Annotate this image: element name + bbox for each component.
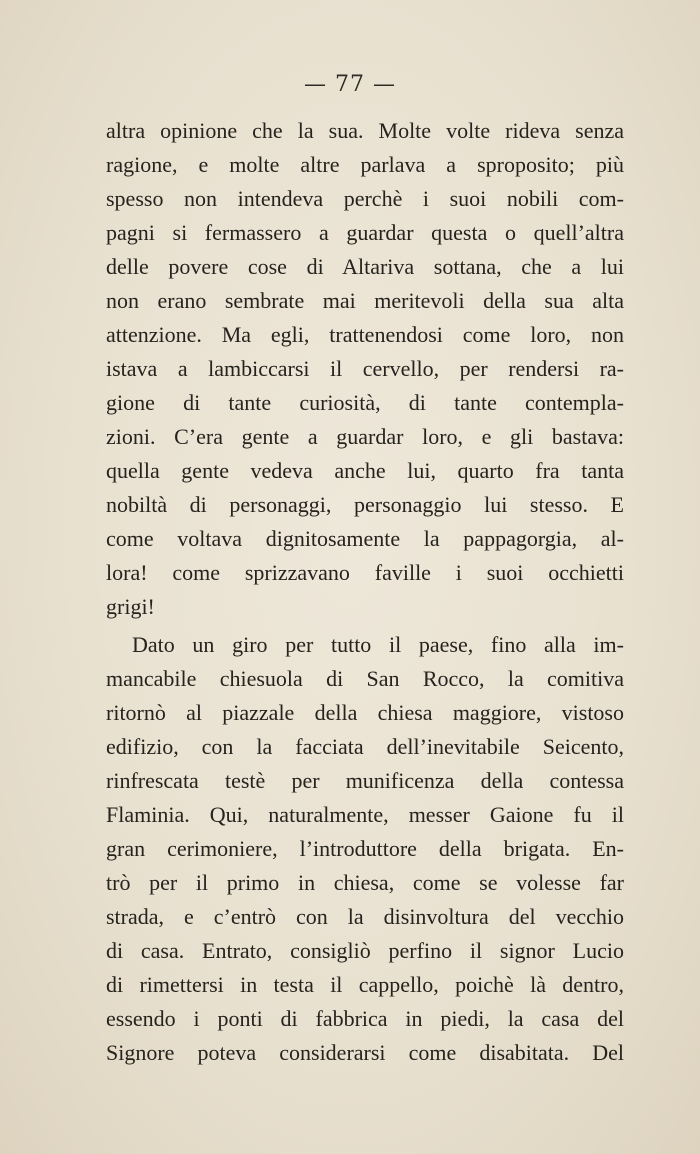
text-line: quella gente vedeva anche lui, quarto fra tanta [106, 458, 624, 483]
text-line: zioni. C’era gente a guardar loro, e gli bastava: [106, 424, 624, 449]
text-line: ragione, e molte altre parlava a sproposito; più [106, 152, 624, 177]
text-line: spesso non intendeva perchè i suoi nobili com- [106, 186, 624, 211]
text-line: mancabile chiesuola di San Rocco, la comitiva [106, 666, 624, 691]
text-line: altra opinione che la sua. Molte volte rideva senza [106, 118, 624, 143]
page-number: — 77 — [304, 72, 396, 97]
text-line: lora! come sprizzavano faville i suoi occhietti [106, 560, 624, 585]
paragraph-2 [106, 628, 624, 1070]
text-line: gran cerimoniere, l’introduttore della brigata. En- [106, 836, 624, 861]
text-line: trò per il primo in chiesa, come se volesse far [106, 870, 624, 895]
text-line: pagni si fermassero a guardar questa o quell’altra [106, 220, 624, 245]
text-line: Signore poteva considerarsi come disabitata. Del [106, 1040, 624, 1065]
text-line: edifizio, con la facciata dell’inevitabile Seicento, [106, 734, 624, 759]
paragraph-1 [106, 114, 624, 624]
text-line: strada, e c’entrò con la disinvoltura del vecchio [106, 904, 624, 929]
text-line: attenzione. Ma egli, trattenendosi come loro, non [106, 322, 624, 347]
text-line: essendo i ponti di fabbrica in piedi, la casa del [106, 1006, 624, 1031]
text-line: grigi! [106, 594, 155, 619]
text-line: gione di tante curiosità, di tante contempla- [106, 390, 624, 415]
text-line: ritornò al piazzale della chiesa maggiore, vistoso [106, 700, 624, 725]
text-line: delle povere cose di Altariva sottana, che a lui [106, 254, 624, 279]
text-line: Flaminia. Qui, naturalmente, messer Gaione fu il [106, 802, 624, 827]
text-line: come voltava dignitosamente la pappagorgia, al- [106, 526, 624, 551]
text-line: non erano sembrate mai meritevoli della sua alta [106, 288, 624, 313]
text-line: nobiltà di personaggi, personaggio lui stesso. E [106, 492, 624, 517]
body-text [106, 114, 624, 1070]
text-line: di rimettersi in testa il cappello, poichè là dentro, [106, 972, 624, 997]
text-line: istava a lambiccarsi il cervello, per rendersi ra- [106, 356, 624, 381]
text-line: di casa. Entrato, consigliò perfino il signor Lucio [106, 938, 624, 963]
text-line: Dato un giro per tutto il paese, fino alla im- [132, 632, 624, 657]
text-line: rinfrescata testè per munificenza della contessa [106, 768, 624, 793]
